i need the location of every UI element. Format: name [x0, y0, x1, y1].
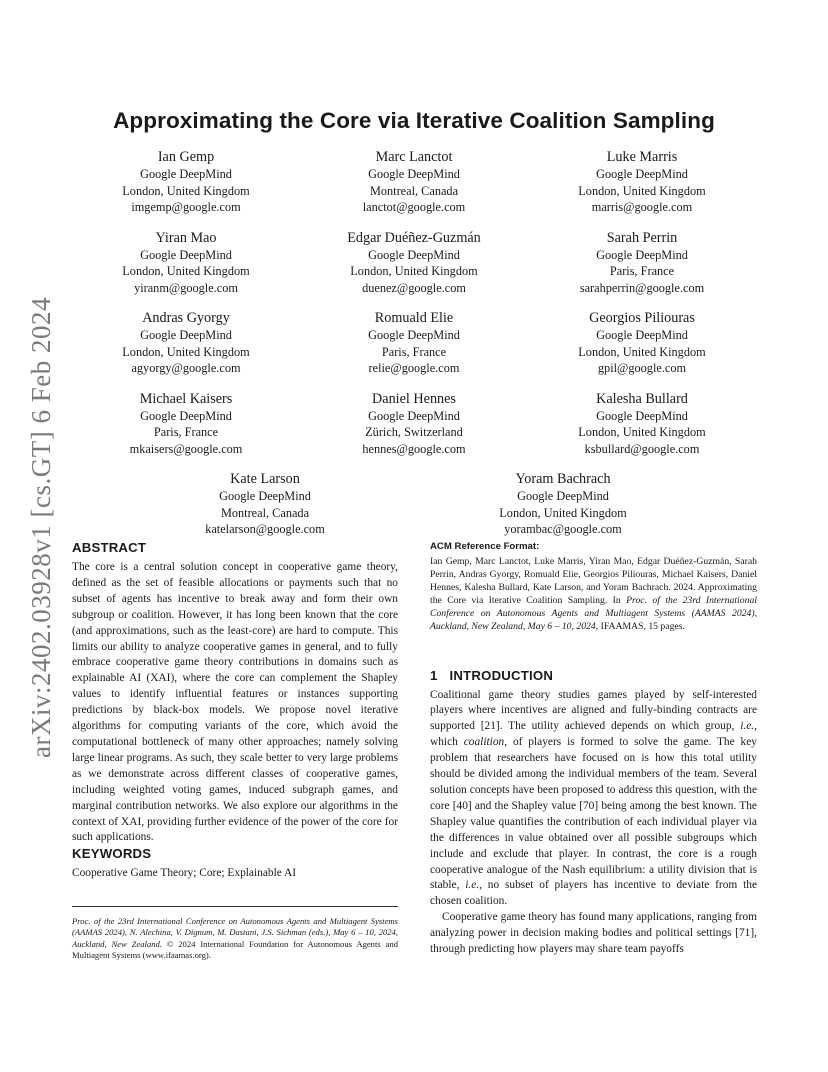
author-card [300, 390, 528, 458]
author-location: Paris, France [153, 425, 219, 439]
author-name: Ian Gemp [157, 149, 215, 165]
author-affiliation: Google DeepMind [140, 408, 232, 423]
footnote-venue: Proc. of the 23rd International Conference on Autonomous Agents and Multiagent Systems (AAMAS 2024), N. Alechina, V. Dignum, M. Dastani, J.S. Sichman (eds.), May 6 – 10, 2024, Auckland, New Zealand. [72, 916, 398, 949]
author-card [449, 470, 677, 538]
author-name: Daniel Hennes [372, 390, 456, 407]
author-name: Marc Lanctot [375, 149, 453, 165]
author-email: duenez@google.com [362, 280, 466, 295]
author-card [528, 309, 756, 377]
intro-text: , of players is formed to solve the game. The key problem that researchers have focused on is how this total utility should be divided among the individual members of the team. Several solution concepts have been proposed to address this question, with the core [40] and the Shapley value [70] being among the best known. The Shapley value quantifies the contribution of each individual player via the differences in value obtained over all possible subgroups which include and exclude that player. In contrast, the core is a rough cooperative analogue of the Nash equilibrium: a utility division that is stable, [430, 736, 757, 892]
author-location: London, United Kingdom [350, 264, 478, 278]
author-location: Paris, France [381, 344, 447, 359]
author-affiliation: Google DeepMind [140, 247, 232, 262]
author-email: sarahperrin@google.com [579, 280, 705, 295]
section-number: 1 [430, 667, 438, 683]
author-affiliation: Google DeepMind [517, 489, 609, 503]
author-location: London, United Kingdom [122, 264, 250, 278]
author-affiliation: Google DeepMind [219, 489, 311, 503]
author-location: London, United Kingdom [122, 344, 250, 359]
author-location: London, United Kingdom [122, 183, 250, 198]
author-card [528, 229, 756, 297]
author-email: ksbullard@google.com [584, 441, 700, 456]
acm-reference-authors: Ian Gemp, Marc Lanctot, Luke Marris, Yiran Mao, Edgar Duéñez-Guzmán, Sarah Perrin, Andras Gyorgy, Romuald Elie, Georgios Piliouras, Michael Kaisers, Daniel Hennes, Kalesha Bullard, Kate Larson, and Yoram Bachrach. 2024. Approximating the Core via Iterative Coalition Sampling. In [430, 556, 757, 607]
intro-text: Coalitional game theory studies games played by self-interested players where incentives are aligned and fully-binding contracts are supported [21]. The utility achieved depends on which group, [430, 688, 757, 733]
author-name: Andras Gyorgy [142, 310, 230, 326]
author-affiliation: Google DeepMind [368, 247, 460, 262]
introduction-heading [430, 668, 757, 683]
author-name: Michael Kaisers [139, 390, 233, 407]
left-column [72, 540, 398, 961]
intro-emphasis: i.e. [740, 720, 755, 733]
author-email: mkaisers@google.com [129, 441, 243, 456]
author-card [72, 148, 300, 216]
author-affiliation: Google DeepMind [368, 328, 460, 342]
abstract-heading: ABSTRACT [72, 540, 147, 555]
author-name: Luke Marris [606, 149, 678, 165]
arxiv-side-stamp [6, 290, 66, 760]
author-location: London, United Kingdom [578, 183, 706, 198]
author-email: relie@google.com [368, 361, 460, 375]
introduction-section [430, 668, 757, 958]
intro-emphasis: i.e. [465, 879, 480, 892]
author-affiliation: Google DeepMind [140, 328, 232, 342]
author-row [72, 148, 756, 216]
author-name: Edgar Duéñez-Guzmán [347, 229, 481, 246]
author-card [300, 148, 528, 216]
author-card [72, 309, 300, 377]
author-email: yiranm@google.com [134, 280, 238, 295]
author-email: yorambac@google.com [504, 522, 622, 536]
author-affiliation: Google DeepMind [596, 328, 688, 342]
author-card [72, 229, 300, 297]
author-email: katelarson@google.com [205, 522, 325, 536]
author-card [528, 390, 756, 458]
intro-paragraph [430, 688, 757, 911]
author-email: hennes@google.com [362, 441, 466, 456]
right-column [430, 541, 757, 958]
author-card [528, 148, 756, 216]
intro-text: , which [430, 720, 757, 749]
abstract-text: The core is a central solution concept in cooperative game theory, defined as the set of feasible allocations or payments such that no subset of agents has incentive to break away and form their own subgroup or coalition. However, it has long been known that the core (and approximations, such as the least-core) are hard to compute. This limits our ability to analyze cooperative games in general, and to fully embrace cooperative game theory contributions in domains such as explainable AI (XAI), where the core can complement the Shapley values to identify influential features or instances supporting predictions by black-box models. We propose novel iterative algorithms for computing variants of the core, which avoid the computational bottleneck of many other approaches; namely solving large linear programs. As such, they scale better to very large problems as we demonstrate across different classes of cooperative games, including weighted voting games, induced subgraph games, and marginal contribution networks. We also explore our algorithms in the context of XAI, providing further evidence of the power of the core for such applications. [72, 561, 398, 844]
author-card [300, 229, 528, 297]
author-card [151, 470, 379, 538]
author-row [72, 470, 756, 538]
author-name: Sarah Perrin [606, 229, 678, 246]
author-name: Kate Larson [230, 471, 300, 487]
author-email: lanctot@google.com [362, 200, 466, 214]
author-location: London, United Kingdom [578, 425, 706, 439]
author-location: Montreal, Canada [369, 183, 459, 198]
author-name: Yoram Bachrach [515, 471, 611, 487]
footnote-copyright: © 2024 International Foundation for Autonomous Agents and Multiagent Systems (www.ifaamas.org). [72, 938, 398, 960]
author-card [300, 309, 528, 377]
keywords-text: Cooperative Game Theory; Core; Explainable AI [72, 867, 297, 880]
author-name: Georgios Piliouras [589, 310, 695, 326]
intro-text: , no subset of players has incentive to deviate from the chosen coalition. [430, 879, 757, 908]
author-card [72, 390, 300, 458]
proceedings-footnote [72, 916, 398, 961]
footnote-rule [72, 906, 398, 907]
author-email: marris@google.com [591, 200, 693, 214]
author-location: Montreal, Canada [220, 505, 310, 520]
author-name: Romuald Elie [374, 310, 454, 326]
author-location: Paris, France [609, 264, 675, 278]
author-affiliation: Google DeepMind [596, 247, 688, 262]
acm-reference-heading: ACM Reference Format: [430, 541, 540, 552]
author-location: Zürich, Switzerland [365, 425, 463, 439]
author-name: Yiran Mao [155, 229, 217, 246]
author-affiliation: Google DeepMind [596, 408, 688, 423]
author-email: imgemp@google.com [131, 200, 241, 214]
intro-emphasis: coalition [463, 736, 505, 749]
author-email: agyorgy@google.com [131, 361, 241, 375]
author-row [72, 390, 756, 458]
author-location: London, United Kingdom [578, 344, 706, 359]
paper-title: Approximating the Core via Iterative Coalition Sampling [113, 108, 715, 133]
acm-reference-text [430, 555, 757, 634]
author-row [72, 309, 756, 377]
arxiv-stamp-text: arXiv:2402.03928v1 [cs.GT] 6 Feb 2024 [26, 297, 56, 758]
author-block [72, 148, 756, 551]
author-row [72, 229, 756, 297]
acm-reference-venue: Proc. of the 23rd International Conference on Autonomous Agents and Multiagent Systems (AAMAS 2024), Auckland, New Zealand, May 6 – 10, 2024 [430, 595, 757, 633]
keywords-heading: KEYWORDS [72, 846, 152, 862]
author-email: gpil@google.com [597, 361, 687, 375]
intro-paragraph: Cooperative game theory has found many applications, ranging from analyzing power in decision making bodies and political settings [71], through predicting how players may share team payoffs [430, 911, 757, 956]
author-name: Kalesha Bullard [596, 390, 688, 407]
acm-reference-publisher: , IFAAMAS, 15 pages. [595, 621, 685, 633]
author-location: London, United Kingdom [499, 505, 627, 520]
author-affiliation: Google DeepMind [140, 167, 232, 181]
author-affiliation: Google DeepMind [368, 167, 460, 181]
author-affiliation: Google DeepMind [368, 408, 460, 423]
section-title: INTRODUCTION [449, 667, 554, 683]
author-affiliation: Google DeepMind [596, 167, 688, 181]
